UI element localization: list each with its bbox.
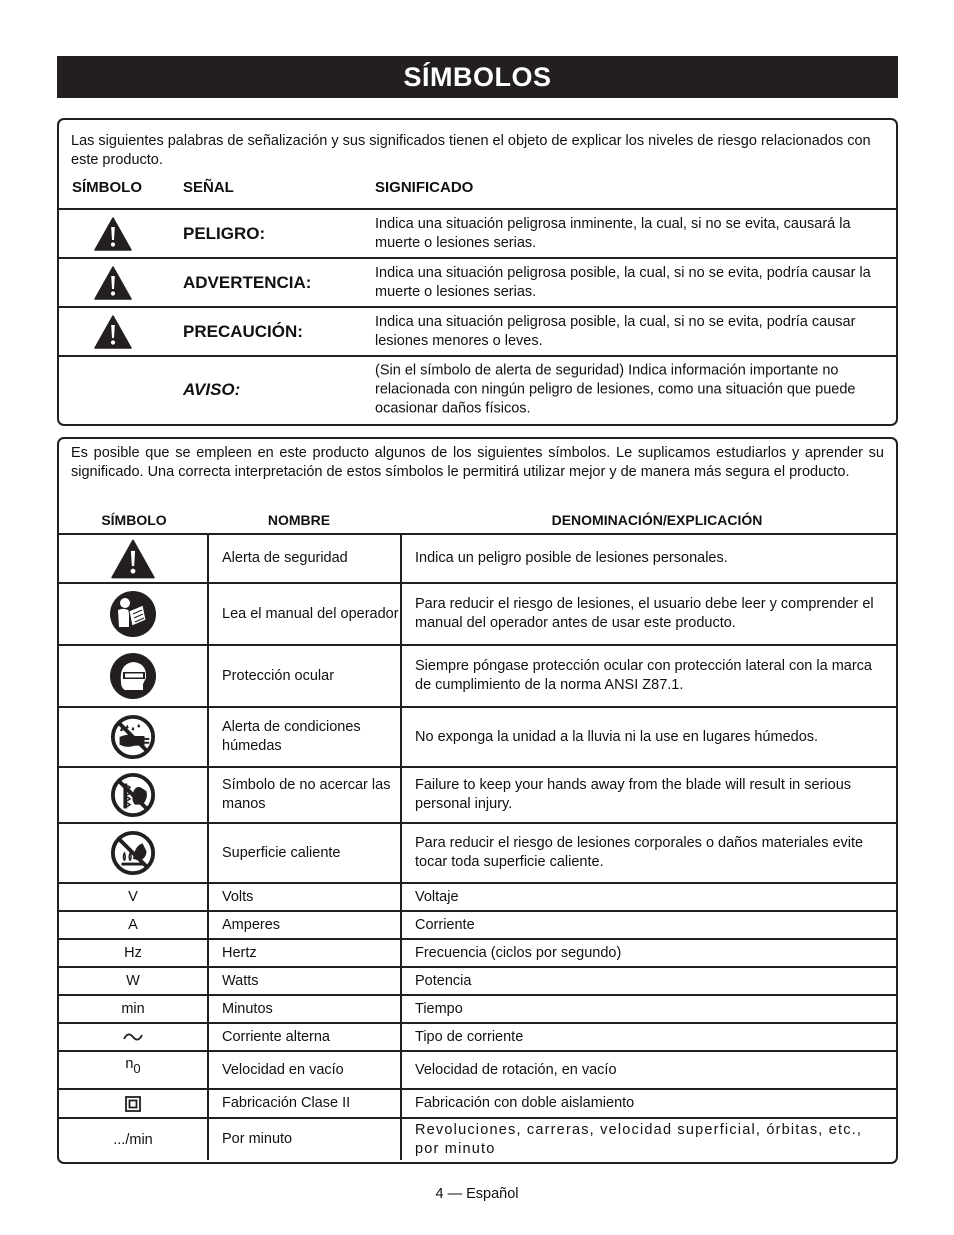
signal-intro: Las siguientes palabras de señalización y sus significados tienen el objeto de explicar los niveles de riesgo relacionados con este producto. bbox=[71, 133, 871, 168]
symbol-cell bbox=[59, 1090, 209, 1117]
table-row bbox=[59, 1052, 896, 1090]
safety-alert-icon bbox=[111, 539, 155, 579]
symbols-intro: Es posible que se empleen en este producto algunos de los siguientes símbolos. Le suplicamos estudiarlos y aprender su significado. Una correcta interpretación de estos símbolos le permitirá utilizar mejor y de manera más segura el producto. bbox=[71, 445, 884, 480]
symbol-explanation: Corriente bbox=[415, 916, 475, 933]
table-row bbox=[59, 1024, 896, 1052]
hot-surface-icon bbox=[110, 830, 156, 876]
symbol-explanation: Siempre póngase protección ocular con protección lateral con la marca de cumplimiento de la norma ANSI Z87.1. bbox=[415, 658, 872, 693]
symbol-explanation: Para reducir el riesgo de lesiones, el usuario debe leer y comprender el manual del operador antes de usar este producto. bbox=[415, 596, 874, 631]
symbol-explanation: Tipo de corriente bbox=[415, 1028, 524, 1045]
signal-word: ADVERTENCIA: bbox=[183, 272, 312, 292]
table-row bbox=[59, 912, 896, 940]
header-signal: SEÑAL bbox=[183, 179, 234, 196]
symbol-name: Minutos bbox=[209, 996, 402, 1022]
table-row bbox=[59, 884, 896, 912]
page-footer: 4 — Español bbox=[435, 1186, 519, 1202]
symbol-text: Hz bbox=[59, 940, 209, 966]
symbol-name: Corriente alterna bbox=[209, 1024, 402, 1050]
symbol-cell bbox=[59, 708, 209, 766]
signal-word: PRECAUCIÓN: bbox=[183, 321, 303, 341]
symbol-cell bbox=[59, 535, 209, 582]
symbols-table bbox=[59, 533, 896, 1160]
table-row bbox=[59, 1090, 896, 1119]
symbol-name: Fabricación Clase II bbox=[209, 1090, 402, 1117]
signal-words-panel bbox=[57, 118, 898, 426]
wet-conditions-icon bbox=[110, 714, 156, 760]
symbol-text: W bbox=[59, 968, 209, 994]
signal-meaning: Indica una situación peligrosa posible, la cual, si no se evita, podría causar la muerte o lesiones serias. bbox=[375, 264, 871, 300]
header-name: NOMBRE bbox=[267, 512, 331, 528]
safety-alert-icon bbox=[94, 315, 132, 349]
signal-row-precaucion bbox=[59, 308, 896, 357]
page-title: SÍMBOLOS bbox=[57, 56, 898, 98]
alternating-current-icon bbox=[122, 1030, 144, 1044]
symbol-name: Volts bbox=[209, 884, 402, 910]
symbol-name: Amperes bbox=[209, 912, 402, 938]
symbol-name: Por minuto bbox=[209, 1119, 402, 1160]
symbol-explanation: Frecuencia (ciclos por segundo) bbox=[415, 944, 622, 961]
header-symbol: SÍMBOLO bbox=[72, 179, 142, 196]
signal-word: PELIGRO: bbox=[183, 223, 266, 243]
table-row bbox=[59, 535, 896, 584]
symbol-text: min bbox=[59, 996, 209, 1022]
header-meaning: SIGNIFICADO bbox=[375, 179, 474, 196]
symbol-name: Hertz bbox=[209, 940, 402, 966]
symbol-name: Alerta de condiciones húmedas bbox=[209, 708, 402, 766]
symbol-cell bbox=[59, 824, 209, 882]
table-row bbox=[59, 646, 896, 708]
symbol-cell bbox=[59, 584, 209, 644]
symbol-explanation: Tiempo bbox=[415, 1000, 463, 1017]
symbol-name: Símbolo de no acercar las manos bbox=[209, 768, 402, 822]
symbol-explanation: Fabricación con doble aislamiento bbox=[415, 1095, 635, 1111]
signal-meaning: (Sin el símbolo de alerta de seguridad) Indica información importante no relacionada con ningún peligro de lesiones, como una situación que puede ocasionar daños físicos. bbox=[375, 362, 856, 417]
table-row bbox=[59, 996, 896, 1024]
table-row bbox=[59, 1119, 896, 1160]
symbol-text: .../min bbox=[59, 1119, 209, 1160]
symbol-explanation: Voltaje bbox=[415, 888, 459, 905]
table-row bbox=[59, 768, 896, 824]
symbol-name: Protección ocular bbox=[209, 646, 402, 706]
read-manual-icon bbox=[109, 590, 157, 638]
symbol-explanation: Failure to keep your hands away from the blade will result in serious personal injury. bbox=[415, 777, 852, 812]
symbols-panel bbox=[57, 437, 898, 1164]
symbol-name: Lea el manual del operador bbox=[209, 584, 402, 644]
header-symbol: SÍMBOLO bbox=[101, 512, 167, 528]
table-row bbox=[59, 940, 896, 968]
symbol-subscript: 0 bbox=[133, 1061, 141, 1076]
symbol-name: Watts bbox=[209, 968, 402, 994]
symbol-explanation: Velocidad de rotación, en vacío bbox=[415, 1061, 617, 1078]
signal-meaning: Indica una situación peligrosa posible, la cual, si no se evita, podría causar lesiones menores o leves. bbox=[375, 313, 856, 349]
table-row bbox=[59, 708, 896, 768]
symbol-explanation: No exponga la unidad a la lluvia ni la use en lugares húmedos. bbox=[415, 728, 819, 745]
symbol-cell bbox=[59, 1052, 209, 1088]
signal-meaning: Indica una situación peligrosa inminente, la cual, si no se evita, causará la muerte o lesiones serias. bbox=[375, 215, 851, 251]
symbol-cell bbox=[59, 1024, 209, 1050]
symbol-text: V bbox=[59, 884, 209, 910]
symbol-name: Alerta de seguridad bbox=[209, 535, 402, 582]
signal-row-advertencia bbox=[59, 259, 896, 308]
signal-row-aviso bbox=[59, 357, 896, 423]
symbol-explanation bbox=[402, 1119, 896, 1160]
symbol-explanation: Potencia bbox=[415, 972, 472, 989]
class-ii-construction-icon bbox=[125, 1096, 141, 1112]
symbol-cell bbox=[59, 646, 209, 706]
symbol-explanation: Para reducir el riesgo de lesiones corporales o daños materiales evite tocar toda superficie caliente. bbox=[415, 835, 864, 870]
signal-word: AVISO: bbox=[183, 380, 241, 399]
symbol-cell bbox=[59, 768, 209, 822]
table-row bbox=[59, 824, 896, 884]
header-explanation: DENOMINACIÓN/EXPLICACIÓN bbox=[551, 512, 763, 528]
symbol-name: Velocidad en vacío bbox=[209, 1052, 402, 1088]
eye-protection-icon bbox=[109, 652, 157, 700]
safety-alert-icon bbox=[94, 217, 132, 251]
signal-table bbox=[59, 208, 896, 423]
keep-hands-away-icon bbox=[110, 772, 156, 818]
symbol-explanation: Indica un peligro posible de lesiones personales. bbox=[415, 550, 728, 566]
symbol-name: Superficie caliente bbox=[209, 824, 402, 882]
symbol-explanation-text: Revoluciones, carreras, velocidad superficial, órbitas, etc., por minuto bbox=[415, 1121, 863, 1157]
symbol-text: A bbox=[59, 912, 209, 938]
table-row bbox=[59, 968, 896, 996]
signal-row-peligro bbox=[59, 210, 896, 259]
symbol-text: n bbox=[125, 1056, 134, 1072]
safety-alert-icon bbox=[94, 266, 132, 300]
table-row bbox=[59, 584, 896, 646]
